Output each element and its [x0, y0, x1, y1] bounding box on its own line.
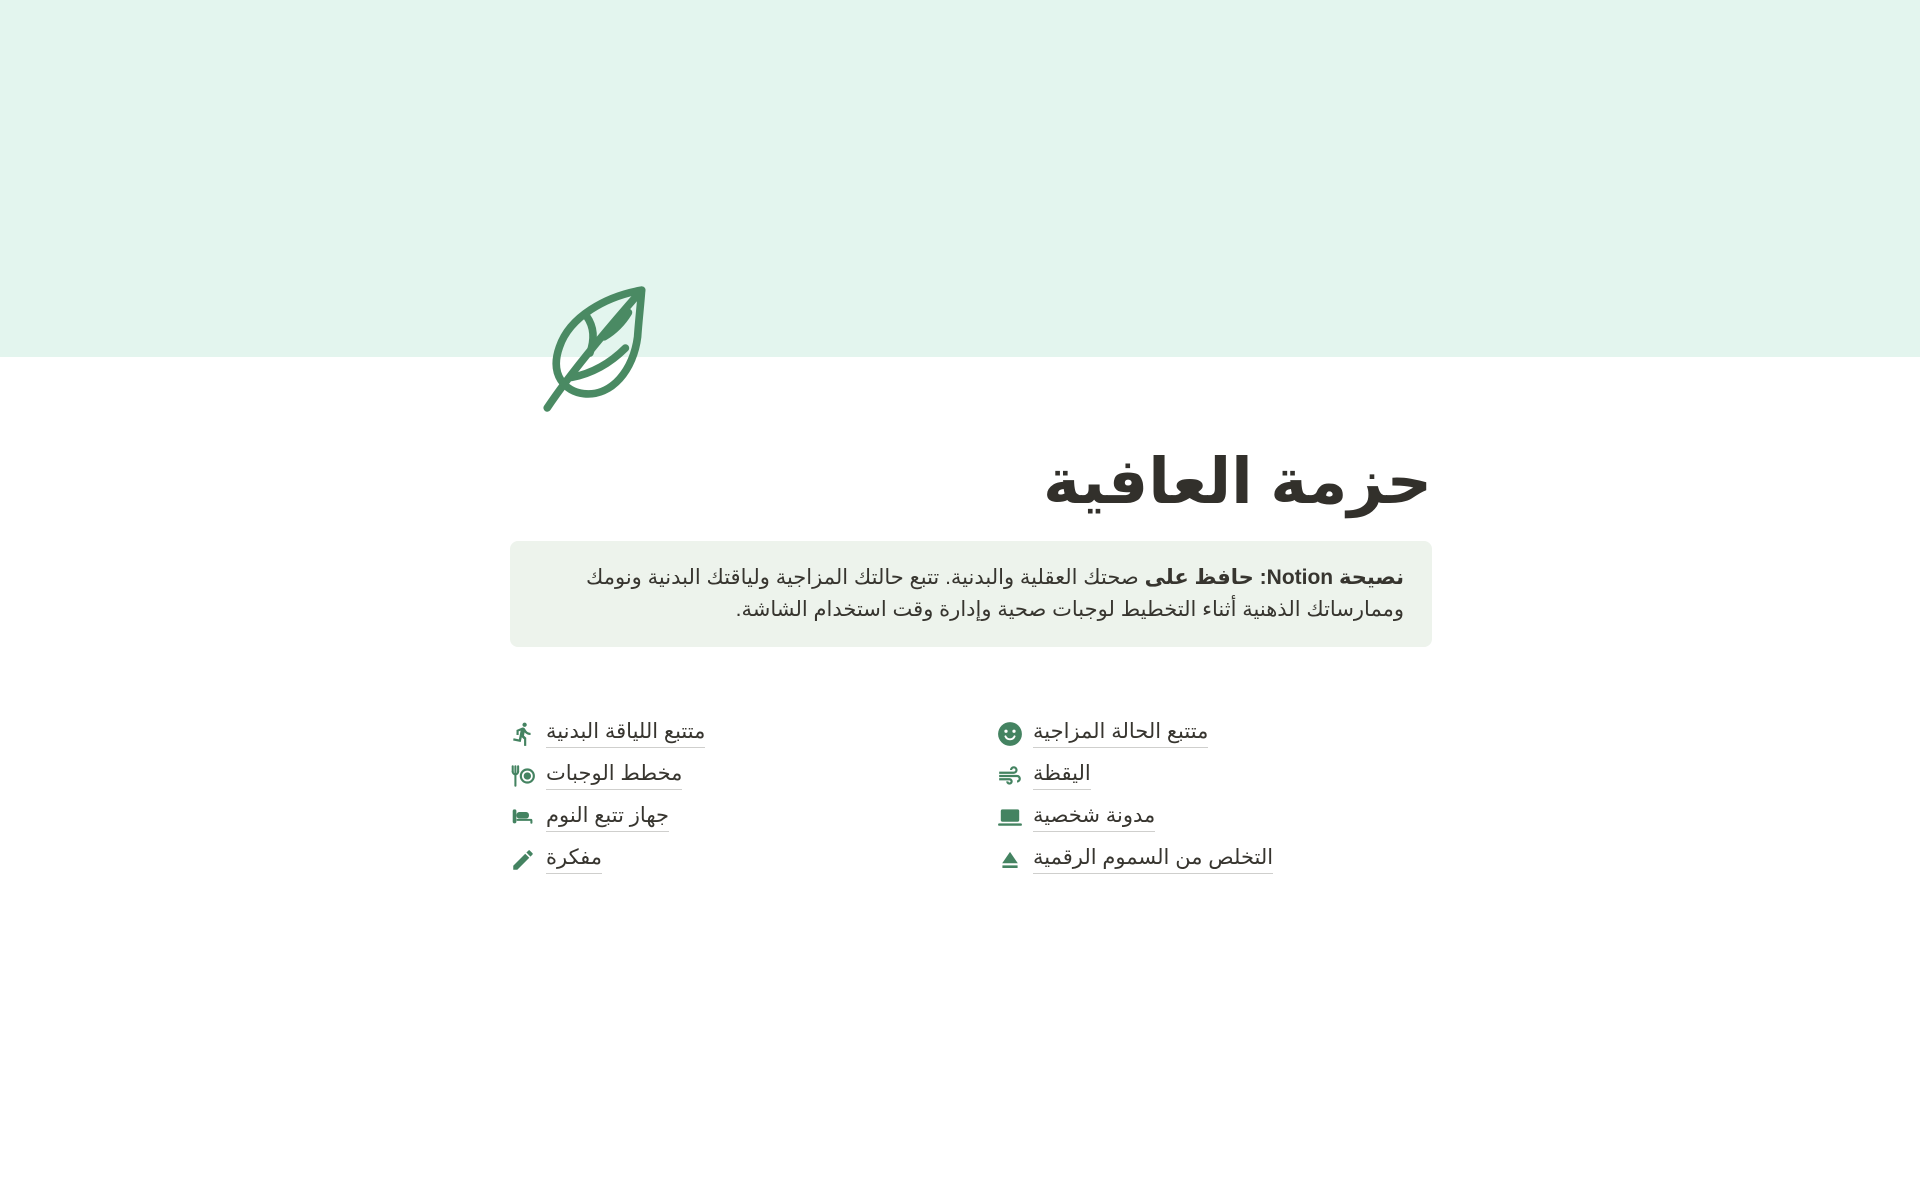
callout-bold-text: نصيحة Notion: حافظ على — [1144, 565, 1404, 589]
link-personal-blog[interactable] — [997, 803, 1432, 833]
column-right — [997, 719, 1432, 887]
link-mood-tracker[interactable] — [997, 719, 1432, 749]
link-label: مدونة شخصية — [1033, 803, 1155, 832]
runner-icon — [510, 721, 536, 747]
notion-tip-callout — [510, 541, 1432, 647]
page-cover — [0, 0, 1920, 357]
page-content — [510, 357, 1432, 887]
link-mindfulness[interactable] — [997, 761, 1432, 791]
link-meal-planner[interactable] — [510, 761, 951, 791]
link-label: التخلص من السموم الرقمية — [1033, 845, 1273, 874]
link-label: متتبع الحالة المزاجية — [1033, 719, 1208, 748]
link-label: اليقظة — [1033, 761, 1091, 790]
link-label: جهاز تتبع النوم — [546, 803, 669, 832]
link-label: مخطط الوجبات — [546, 761, 682, 790]
smiley-icon — [997, 721, 1023, 747]
link-notebook[interactable] — [510, 845, 951, 875]
meal-icon — [510, 763, 536, 789]
link-fitness-tracker[interactable] — [510, 719, 951, 749]
pencil-icon — [510, 847, 536, 873]
laptop-icon — [997, 805, 1023, 831]
page-title[interactable]: حزمة العافية — [1043, 447, 1432, 517]
column-left — [510, 719, 951, 887]
link-sleep-tracker[interactable] — [510, 803, 951, 833]
bed-icon — [510, 805, 536, 831]
link-digital-detox[interactable] — [997, 845, 1432, 875]
wind-icon — [997, 763, 1023, 789]
column-gap — [951, 719, 997, 887]
link-label: مفكرة — [546, 845, 602, 874]
eject-icon — [997, 847, 1023, 873]
callout-text: صحتك العقلية والبدنية. تتبع حالتك المزاجية ولياقتك البدنية ونومك وممارساتك الذهنية أثناء التخطيط لوجبات صحية وإدارة وقت استخدام الشاشة. — [586, 565, 1404, 621]
link-label: متتبع اللياقة البدنية — [546, 719, 705, 748]
link-columns — [510, 719, 1432, 887]
